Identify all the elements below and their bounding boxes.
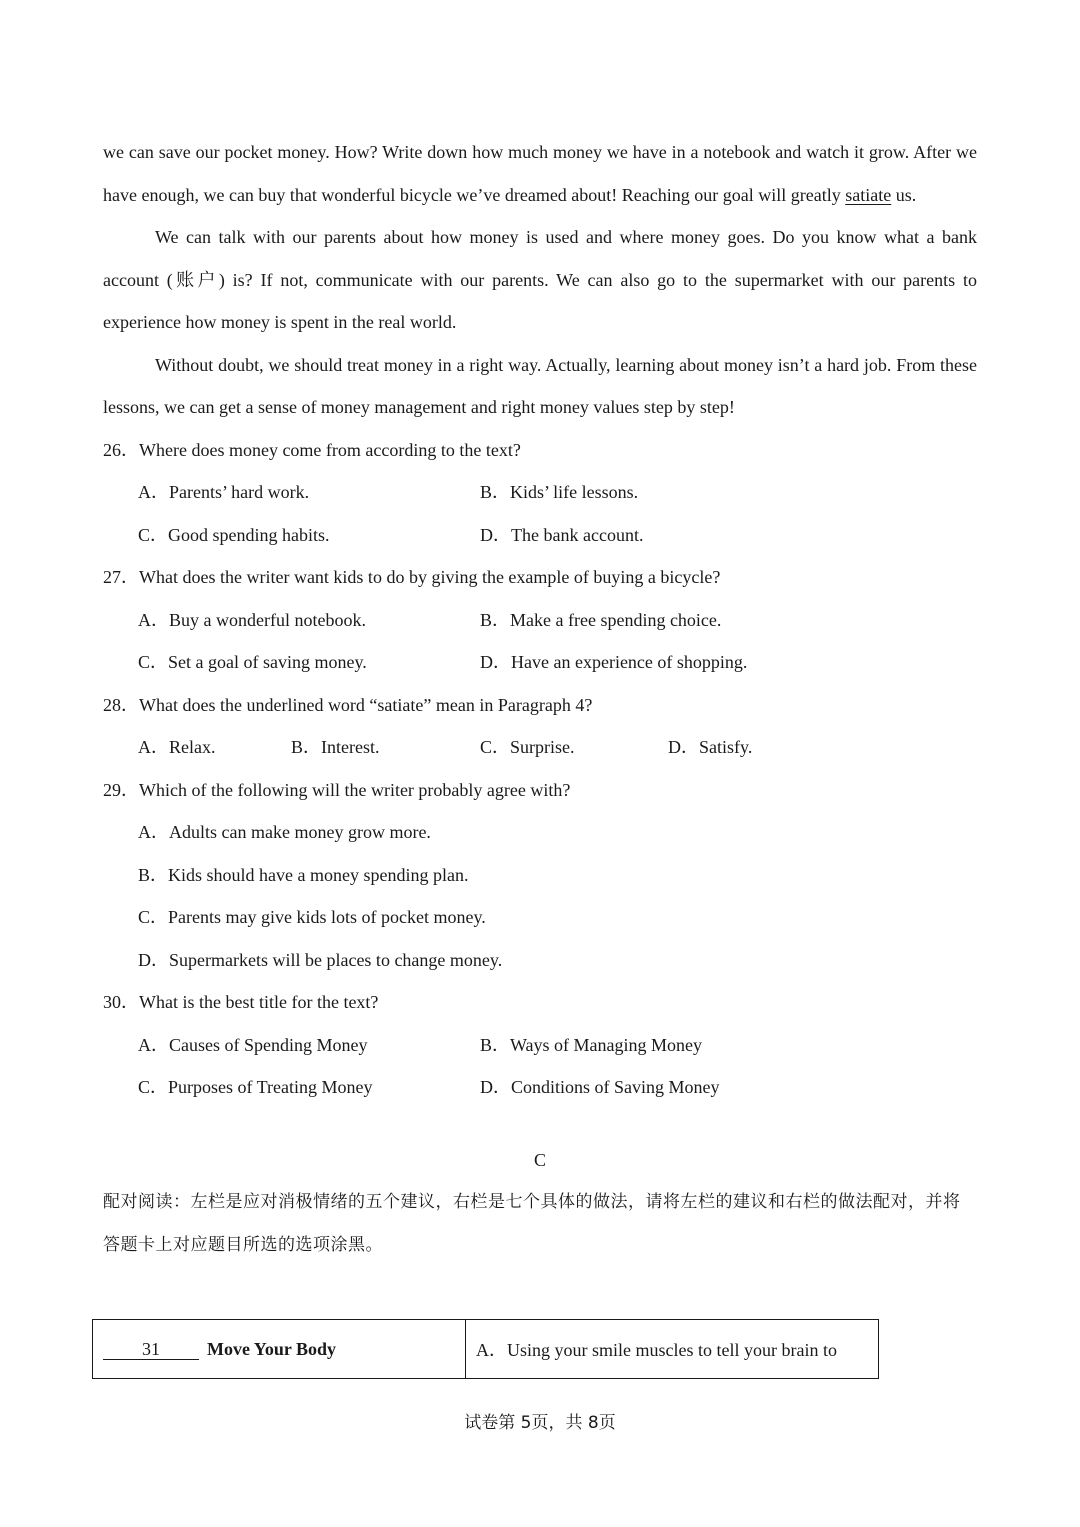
option-d: D．Satisfy. [668,737,753,757]
option-b: B．Interest. [291,737,380,757]
passage-paragraph-2: We can talk with our parents about how money is used and where money goes. Do you know what a bank account (账户) is? If not, communicate with our parents. We can also go to the supermarket with our parents to experience how money is spent in the real world. [103,227,977,332]
question-30 [103,981,977,1109]
option-b: B．Kids’ life lessons. [480,482,639,502]
question-stem: 30．What is the best title for the text? [103,992,379,1012]
question-29 [103,769,977,982]
underlined-word: satiate [845,184,892,205]
passage-paragraph-3: Without doubt, we should treat money in a right way. Actually, learning about money isn’t a hard job. From these lessons, we can get a sense of money management and right money values step by step! [103,354,977,417]
question-28 [103,684,977,769]
answer-blank: 31 [103,1339,199,1360]
exam-page-content [103,131,977,1267]
suggestion-title: Move Your Body [207,1338,337,1359]
matching-table [92,1319,879,1379]
passage-paragraph-1: we can save our pocket money. How? Write down how much money we have in a notebook and watch it grow. After we have enough, we can buy that wonderful bicycle we’ve dreamed about! Reaching our goal will greatly satiate us. [103,142,977,205]
question-stem: 27．What does the writer want kids to do by giving the example of buying a bicycle? [103,567,721,587]
question-stem: 28．What does the underlined word “satiate” mean in Paragraph 4? [103,694,593,715]
option-a: A．Adults can make money grow more. [138,822,431,842]
option-c: C．Surprise. [480,737,575,757]
option-c: C．Purposes of Treating Money [138,1077,373,1097]
table-row [93,1320,879,1379]
option-b: B．Kids should have a money spending plan. [138,864,469,885]
option-c: C．Set a goal of saving money. [138,652,367,672]
section-heading: C [533,1149,546,1170]
matching-instructions: 配对阅读：左栏是应对消极情绪的五个建议，右栏是七个具体的做法，请将左栏的建议和右栏的做法配对，并将答题卡上对应题目所选的选项涂黑。 [103,1192,961,1255]
question-27 [103,556,977,684]
option-a: A．Relax. [138,737,216,757]
question-stem: 29．Which of the following will the writer probably agree with? [103,779,571,800]
option-b: B．Ways of Managing Money [480,1034,703,1055]
option-a: A．Buy a wonderful notebook. [138,609,366,630]
option-a: A．Causes of Spending Money [138,1034,368,1055]
option-a: A．Parents’ hard work. [138,482,310,502]
suggestion-cell [93,1320,466,1379]
option-d: D．Have an experience of shopping. [480,652,748,672]
question-26 [103,429,977,557]
option-d: D．Conditions of Saving Money [480,1077,720,1097]
option-d: D．Supermarkets will be places to change money. [138,949,503,970]
option-cell: A．Using your smile muscles to tell your brain to [466,1320,879,1379]
option-d: D．The bank account. [480,524,644,545]
page-footer: 试卷第 5页，共 8页 [464,1413,616,1433]
question-stem: 26．Where does money come from according to the text? [103,439,521,460]
option-c: C．Good spending habits. [138,524,330,545]
option-c: C．Parents may give kids lots of pocket money. [138,907,486,927]
option-b: B．Make a free spending choice. [480,609,722,630]
